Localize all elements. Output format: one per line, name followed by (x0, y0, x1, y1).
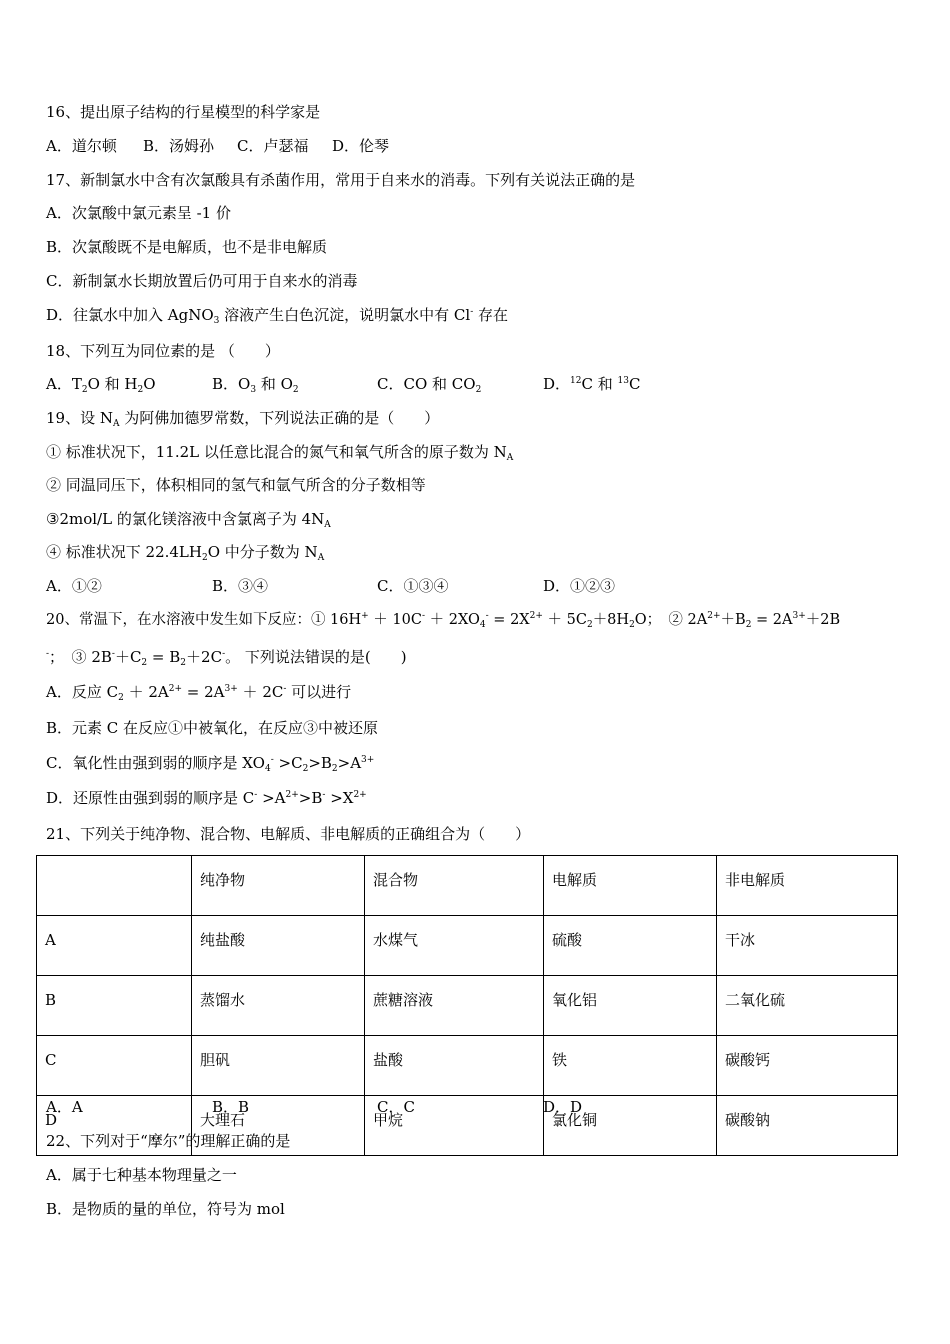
table-header-cell: 混合物 (365, 856, 544, 916)
q18-option-c[interactable]: C．CO 和 $CO_2$ (377, 375, 482, 395)
q18-option-d[interactable]: D．$^{12}$C 和 $^{13}$C (543, 375, 641, 393)
q19-statement-2: ② 同温同压下，体积相同的氢气和氩气所含的分子数相等 (46, 476, 426, 494)
q20-option-c[interactable]: C．氧化性由强到弱的顺序是 $XO_4^- >C_2>B_2>A^{3+}$ (46, 754, 375, 774)
question-20-stem-line-2: -； ③ $2B^-+C_2 = B_2+2C^-$。 下列说法错误的是( ) (46, 648, 407, 668)
table-cell: 胆矾 (192, 1036, 365, 1096)
table-cell: 甲烷 (365, 1096, 544, 1156)
q16-option-c[interactable]: C．卢瑟福 (237, 137, 309, 155)
table-header-cell: 电解质 (544, 856, 717, 916)
table-cell: 蔗糖溶液 (365, 976, 544, 1036)
table-cell: 干冰 (717, 916, 898, 976)
q16-option-a[interactable]: A．道尔顿 (46, 137, 117, 155)
q19-statement-3: ③2mol/L 的氯化镁溶液中含氯离子为 $4N_A$ (46, 510, 331, 530)
table-cell: D (37, 1096, 192, 1156)
q21-combination-table (36, 855, 898, 1156)
table-cell: C (37, 1036, 192, 1096)
q19-statement-1: ① 标准状况下，11.2L 以任意比混合的氮气和氧气所含的原子数为 $N_A$ (46, 443, 514, 463)
table-cell: 二氧化硫 (717, 976, 898, 1036)
q19-option-d[interactable]: D．①②③ (543, 577, 616, 595)
table-header-cell: 非电解质 (717, 856, 898, 916)
q16-option-d[interactable]: D．伦琴 (332, 137, 390, 155)
q16-option-b[interactable]: B．汤姆孙 (143, 137, 215, 155)
table-header-cell: 纯净物 (192, 856, 365, 916)
q21-option-c[interactable]: C．C (377, 1098, 415, 1116)
table-cell: 蒸馏水 (192, 976, 365, 1036)
q19-option-c[interactable]: C．①③④ (377, 577, 449, 595)
table-cell: 铁 (544, 1036, 717, 1096)
table-row (37, 916, 898, 976)
question-16-stem: 16、提出原子结构的行星模型的科学家是 (46, 103, 321, 121)
q18-option-a[interactable]: A．$T_2O$ 和 $H_2O$ (46, 375, 156, 395)
q20-option-d[interactable]: D．还原性由强到弱的顺序是 $C^- >A^{2+}>B^- >X^{2+}$ (46, 789, 367, 807)
table-cell: 水煤气 (365, 916, 544, 976)
q21-option-a[interactable]: A．A (46, 1098, 83, 1116)
q19-option-b[interactable]: B．③④ (212, 577, 269, 595)
q19-option-a[interactable]: A．①② (46, 577, 102, 595)
question-18-stem: 18、下列互为同位素的是 （ ） (46, 342, 280, 360)
q17-option-b[interactable]: B．次氯酸既不是电解质，也不是非电解质 (46, 238, 328, 256)
q21-option-d[interactable]: D．D (543, 1098, 583, 1116)
table-cell: 碳酸钙 (717, 1036, 898, 1096)
table-cell: 氯化铜 (544, 1096, 717, 1156)
question-20-stem-line-1: 20、常温下，在水溶液中发生如下反应：① $16H^+ + 10C^- + 2XO_4^- = 2X^{2+} + 5C_2+8H_2O$； ② $2A^{2+}+B_2 = 2A^{3+}+2B$ (46, 611, 841, 630)
question-17-stem: 17、新制氯水中含有次氯酸具有杀菌作用，常用于自来水的消毒。下列有关说法正确的是 (46, 171, 636, 189)
q20-option-a[interactable]: A．反应 $C_2 + 2A^{2+} = 2A^{3+} + 2C^-$ 可以进行 (46, 683, 352, 703)
table-header-row (37, 856, 898, 916)
question-22-stem: 22、下列对于“摩尔”的理解正确的是 (46, 1132, 291, 1150)
table-cell: 碳酸钠 (717, 1096, 898, 1156)
question-21-stem: 21、下列关于纯净物、混合物、电解质、非电解质的正确组合为（ ） (46, 825, 531, 843)
table-cell: 盐酸 (365, 1036, 544, 1096)
q17-option-c[interactable]: C．新制氯水长期放置后仍可用于自来水的消毒 (46, 272, 358, 290)
table-cell: 纯盐酸 (192, 916, 365, 976)
q21-option-b[interactable]: B．B (212, 1098, 250, 1116)
q17-option-a[interactable]: A．次氯酸中氯元素呈 -1 价 (46, 204, 231, 222)
table-cell: 硫酸 (544, 916, 717, 976)
q18-option-b[interactable]: B．$O_3$ 和 $O_2$ (212, 375, 299, 395)
q17-option-d[interactable]: D．往氯水中加入 AgNO$_3$ 溶液产生白色沉淀，说明氯水中有 Cl- 存在 (46, 306, 509, 326)
table-cell: 大理石 (192, 1096, 365, 1156)
question-19-stem: 19、设 $N_A$ 为阿佛加德罗常数，下列说法正确的是（ ） (46, 409, 440, 429)
q22-option-b[interactable]: B．是物质的量的单位，符号为 mol (46, 1200, 285, 1218)
table-header-cell (37, 856, 192, 916)
table-cell: 氧化铝 (544, 976, 717, 1036)
q19-statement-4: ④ 标准状况下 $22.4LH_2O$ 中分子数为 $N_A$ (46, 543, 325, 563)
q22-option-a[interactable]: A．属于七种基本物理量之一 (46, 1166, 237, 1184)
table-cell: B (37, 976, 192, 1036)
table-cell: A (37, 916, 192, 976)
table-row (37, 1036, 898, 1096)
table-row (37, 976, 898, 1036)
q20-option-b[interactable]: B．元素 C 在反应①中被氧化，在反应③中被还原 (46, 719, 379, 737)
